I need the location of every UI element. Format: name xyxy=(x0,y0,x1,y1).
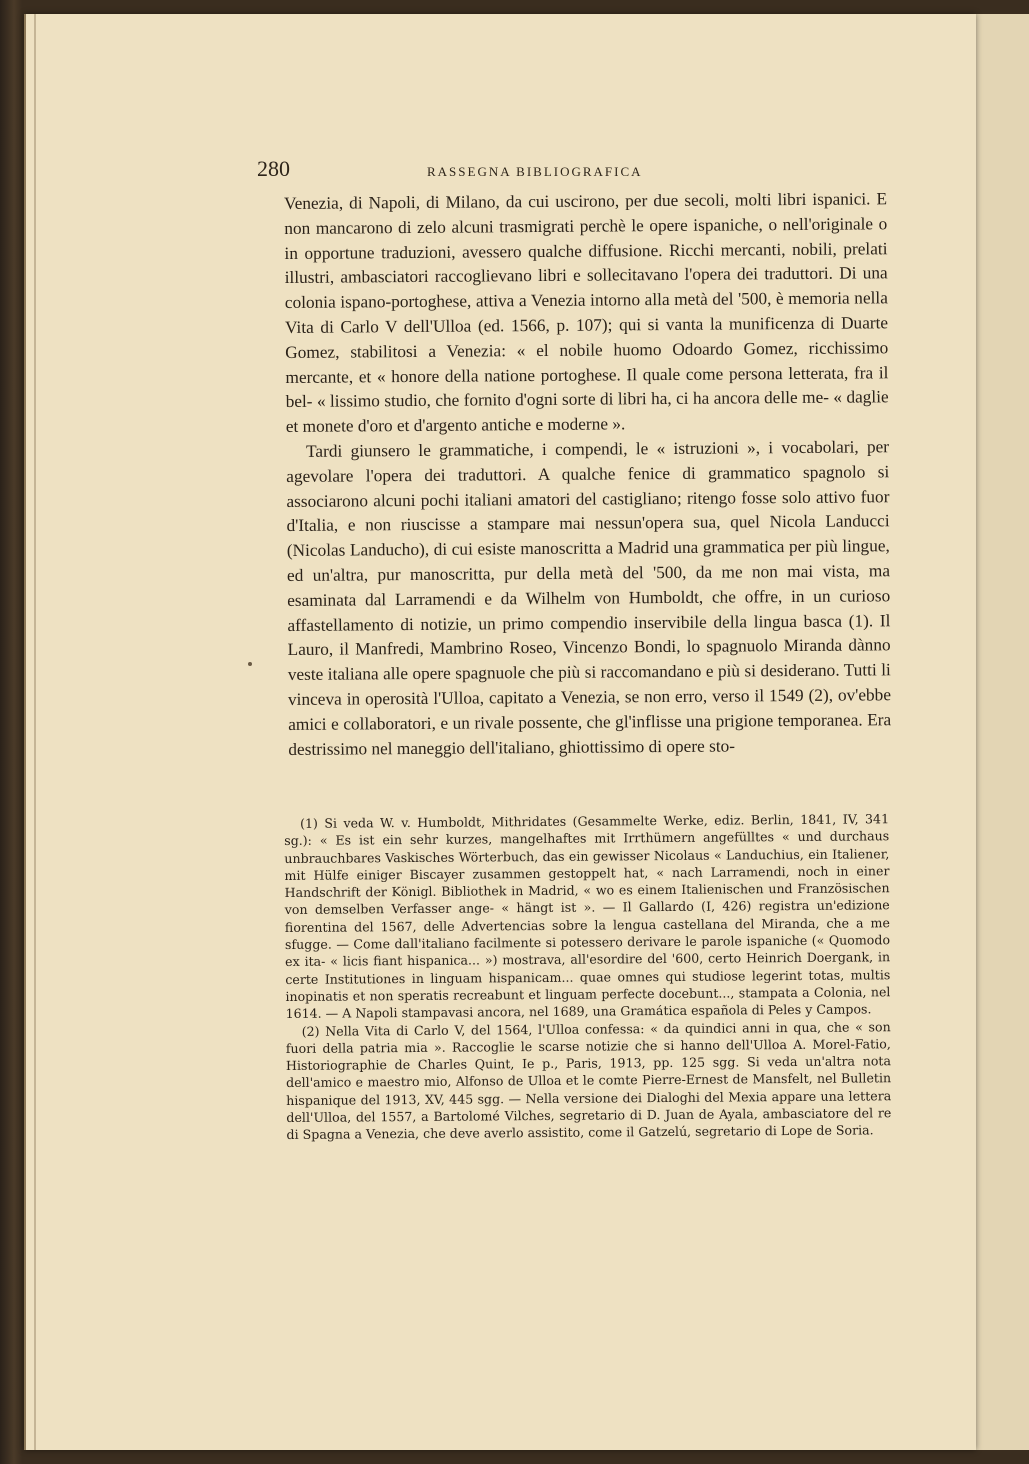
paragraph: Venezia, di Napoli, di Milano, da cui uscirono, per due secoli, molti libri ispanici. E non mancarono di zelo alcuni trasmigrati perchè le opere ispaniche, o nell'originale o in opportune traduzioni, avessero qualche diffusione. Ricchi mercanti, nobili, prelati illustri, ambasciatori raccoglievano libri e sollecitavano l'opera dei traduttori. Di una colonia ispano-portoghese, attiva a Venezia intorno alla metà del '500, è memoria nella Vita di Carlo V dell'Ulloa (ed. 1566, p. 107); qui si vanta la munificenza di Duarte Gomez, stabilitosi a Venezia: « el nobile huomo Odoardo Gomez, ricchissimo mercante, et « honore della natione portoghese. Il quale come persona letterata, fra il bel- « lissimo studio, che fornito d'ogni sorte di libri ha, ci ha ancora delle me- « daglie et monete d'oro et d'argento antiche e moderne ». xyxy=(284,189,889,437)
running-head: RASSEGNA BIBLIOGRAFICA xyxy=(427,164,643,179)
footnote-1: (1) Si veda W. v. Humboldt, Mithridates (Gesammelte Werke, ediz. Berlin, 1841, IV, 341 sg.): « Es ist ein sehr kurzes, mangelhaftes mit Irrthümern angefülltes « und durchaus unbrauchbares Vaskisches Wörterbuch, das ein gewisser Nicolaus « Landuchius, ein Italiener, mit Hülfe einiger Biscayer zusammen gestoppelt hat, « nach Larramendi, noch in einer Handschrift der Königl. Bibliothek in Madrid, « wo es einem Italienischen und Französischen von demselben Verfasser ange- « hängt ist ». — Il Gallardo (I, 426) registra un'edizione fiorentina del 1567, delle Advertencias sobre la lengua castellana del Miranda, che a me sfugge. — Come dall'italiano facilmente si potessero derivare le parole ispaniche (« Quomodo ex ita- « licis fiant hispanica... ») mostrava, all'esordire del '600, certo Heinrich Doergank, in certe Institutiones in linguam hispanicam... quae omnes qui studiose legerint totas, multis inopinatis et non speratis recreabunt et linguam perfecte docebunt..., stampata a Colonia, nel 1614. — A Napoli stampavasi ancora, nel 1689, una Gramática española di Peles y Campos. xyxy=(284,811,891,1022)
page-number: 280 xyxy=(257,156,290,181)
margin-mark xyxy=(248,662,252,666)
paragraph: Tardi giunsero le grammatiche, i compendi, le « istruzioni », i vocabolari, per agevolare l'opera dei traduttori. A qualche fenice di grammatico spagnolo si associarono alcuni pochi italiani amatori del castigliano; ritengo fosse solo attivo fuor d'Italia, e non riuscisse a stampare mai nessun'opera sua, quel Nicola Landucci (Nicolas Landucho), di cui esiste manoscritta a Madrid una grammatica per più lingue, ed un'altra, pur manoscritta, pur della metà del '500, da me non mai vista, ma esaminata dal Larramendi e da Wilhelm von Humboldt, che offre, in un curioso affastellamento di notizie, un primo compendio inservibile della lingua basca (1). Il Lauro, il Manfredi, Mambrino Roseo, Vincenzo Bondi, lo spagnuolo Miranda dànno veste italiana alle opere spagnuole che più si raccomandano e più si desiderano. Tutti li vinceva in operosità l'Ulloa, capitato a Venezia, se non erro, verso il 1549 (2), ov'ebbe amici e collaboratori, e un rivale possente, che gl'inflisse una prigione temporanea. Era destrissimo nel maneggio dell'italiano, ghiottissimo di opere sto- xyxy=(286,437,892,759)
main-text xyxy=(284,187,891,762)
footnote-2: (2) Nella Vita di Carlo V, del 1564, l'Ulloa confessa: « da quindici anni in qua, che « son fuori della patria mia ». Raccoglie le scarse notizie che si hanno dell'Ulloa A. Morel-Fatio, Historiographie de Charles Quint, Ie p., Paris, 1913, pp. 125 sgg. Si veda un'altra nota dell'amico e maestro mio, Alfonso de Ulloa et le comte Pierre-Ernest de Mansfelt, nel Bulletin hispanique del 1913, XV, 445 sgg. — Nella versione dei Dialoghi del Mexia appare una lettera dell'Ulloa, del 1557, a Bartolomé Vilches, segretario di D. Juan de Ayala, ambasciatore del re di Spagna a Venezia, che deve averlo assistito, come il Gatzelú, segretario di Lope de Soria. xyxy=(285,1018,892,1143)
footnotes xyxy=(284,810,892,1143)
next-page-edge xyxy=(974,14,1029,1450)
page-header xyxy=(257,156,897,184)
